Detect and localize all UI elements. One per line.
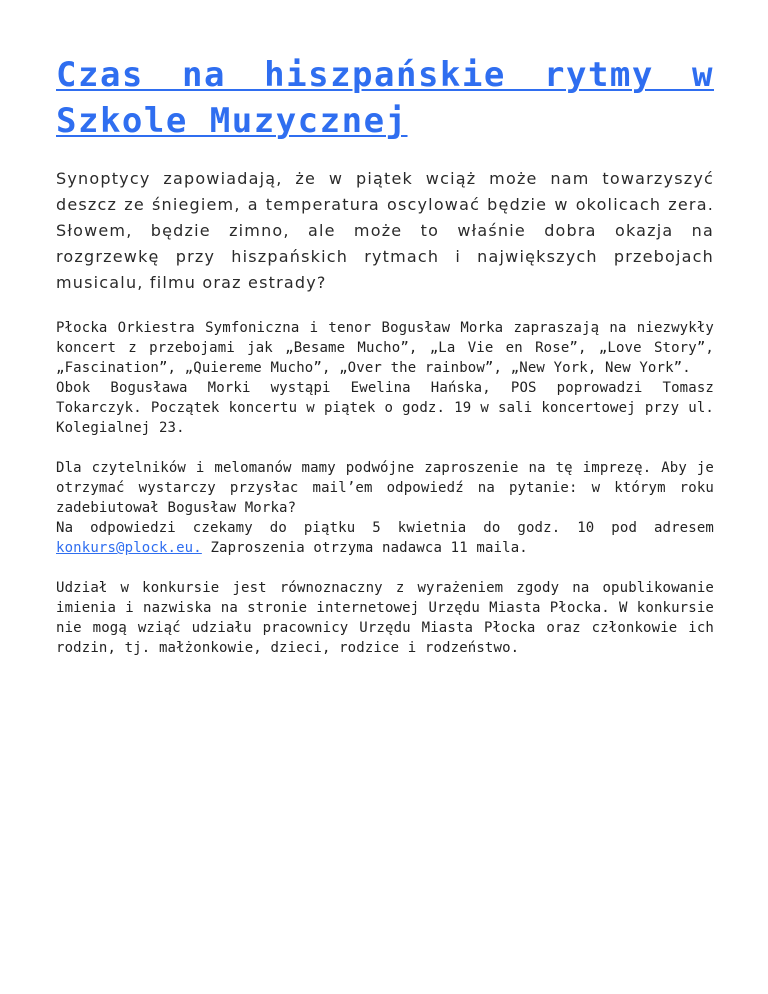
- article-lead: Synoptycy zapowiadają, że w piątek wciąż może nam towarzyszyć deszcz ze śniegiem, a temperatura oscylować będzie w okolicach zera. Słowem, będzie zimno, ale może to właśnie dobra okazja na rozgrzewkę przy hiszpańskich rytmach i największych przebojach musicalu, filmu oraz estrady?: [56, 169, 714, 292]
- concert-program-text: Płocka Orkiestra Symfoniczna i tenor Bogusław Morka zapraszają na niezwykły koncert z przebojami jak „Besame Mucho”, „La Vie en Rose”, „Love Story”, „Fascination”, „Quiereme Mucho”, „Over the rainbow”, „New York, New York”.: [56, 320, 714, 376]
- terms-paragraph: Udział w konkursie jest równoznaczny z wyrażeniem zgody na opublikowanie imienia i nazwiska na stronie internetowej Urzędu Miasta Płocka. W konkursie nie mogą wziąć udziału pracownicy Urzędu Miasta Płocka oraz członkowie ich rodzin, tj. małżonkowie, dzieci, rodzice i rodzeństwo.: [56, 580, 714, 656]
- article-title-link[interactable]: Czas na hiszpańskie rytmy w Szkole Muzycznej: [56, 55, 714, 141]
- contest-email-link[interactable]: konkurs@plock.eu.: [56, 540, 202, 556]
- contest-question-text: Dla czytelników i melomanów mamy podwójne zaproszenie na tę imprezę. Aby je otrzymać wystarczy przysłac mail’em odpowiedź na pytanie: w którym roku zadebiutował Bogusław Morka?: [56, 460, 714, 516]
- article: [56, 52, 714, 658]
- contest-winner-text: Zaproszenia otrzyma nadawca 11 maila.: [210, 540, 528, 556]
- article-title: [56, 52, 714, 144]
- contest-deadline-text: Na odpowiedzi czekamy do piątku 5 kwietnia do godz. 10 pod adresem: [56, 520, 714, 536]
- contest-paragraph: [56, 458, 714, 558]
- concert-paragraph: [56, 318, 714, 438]
- concert-details-text: Obok Bogusława Morki wystąpi Ewelina Hańska, POS poprowadzi Tomasz Tokarczyk. Początek koncertu w piątek o godz. 19 w sali koncertowej przy ul. Kolegialnej 23.: [56, 380, 714, 436]
